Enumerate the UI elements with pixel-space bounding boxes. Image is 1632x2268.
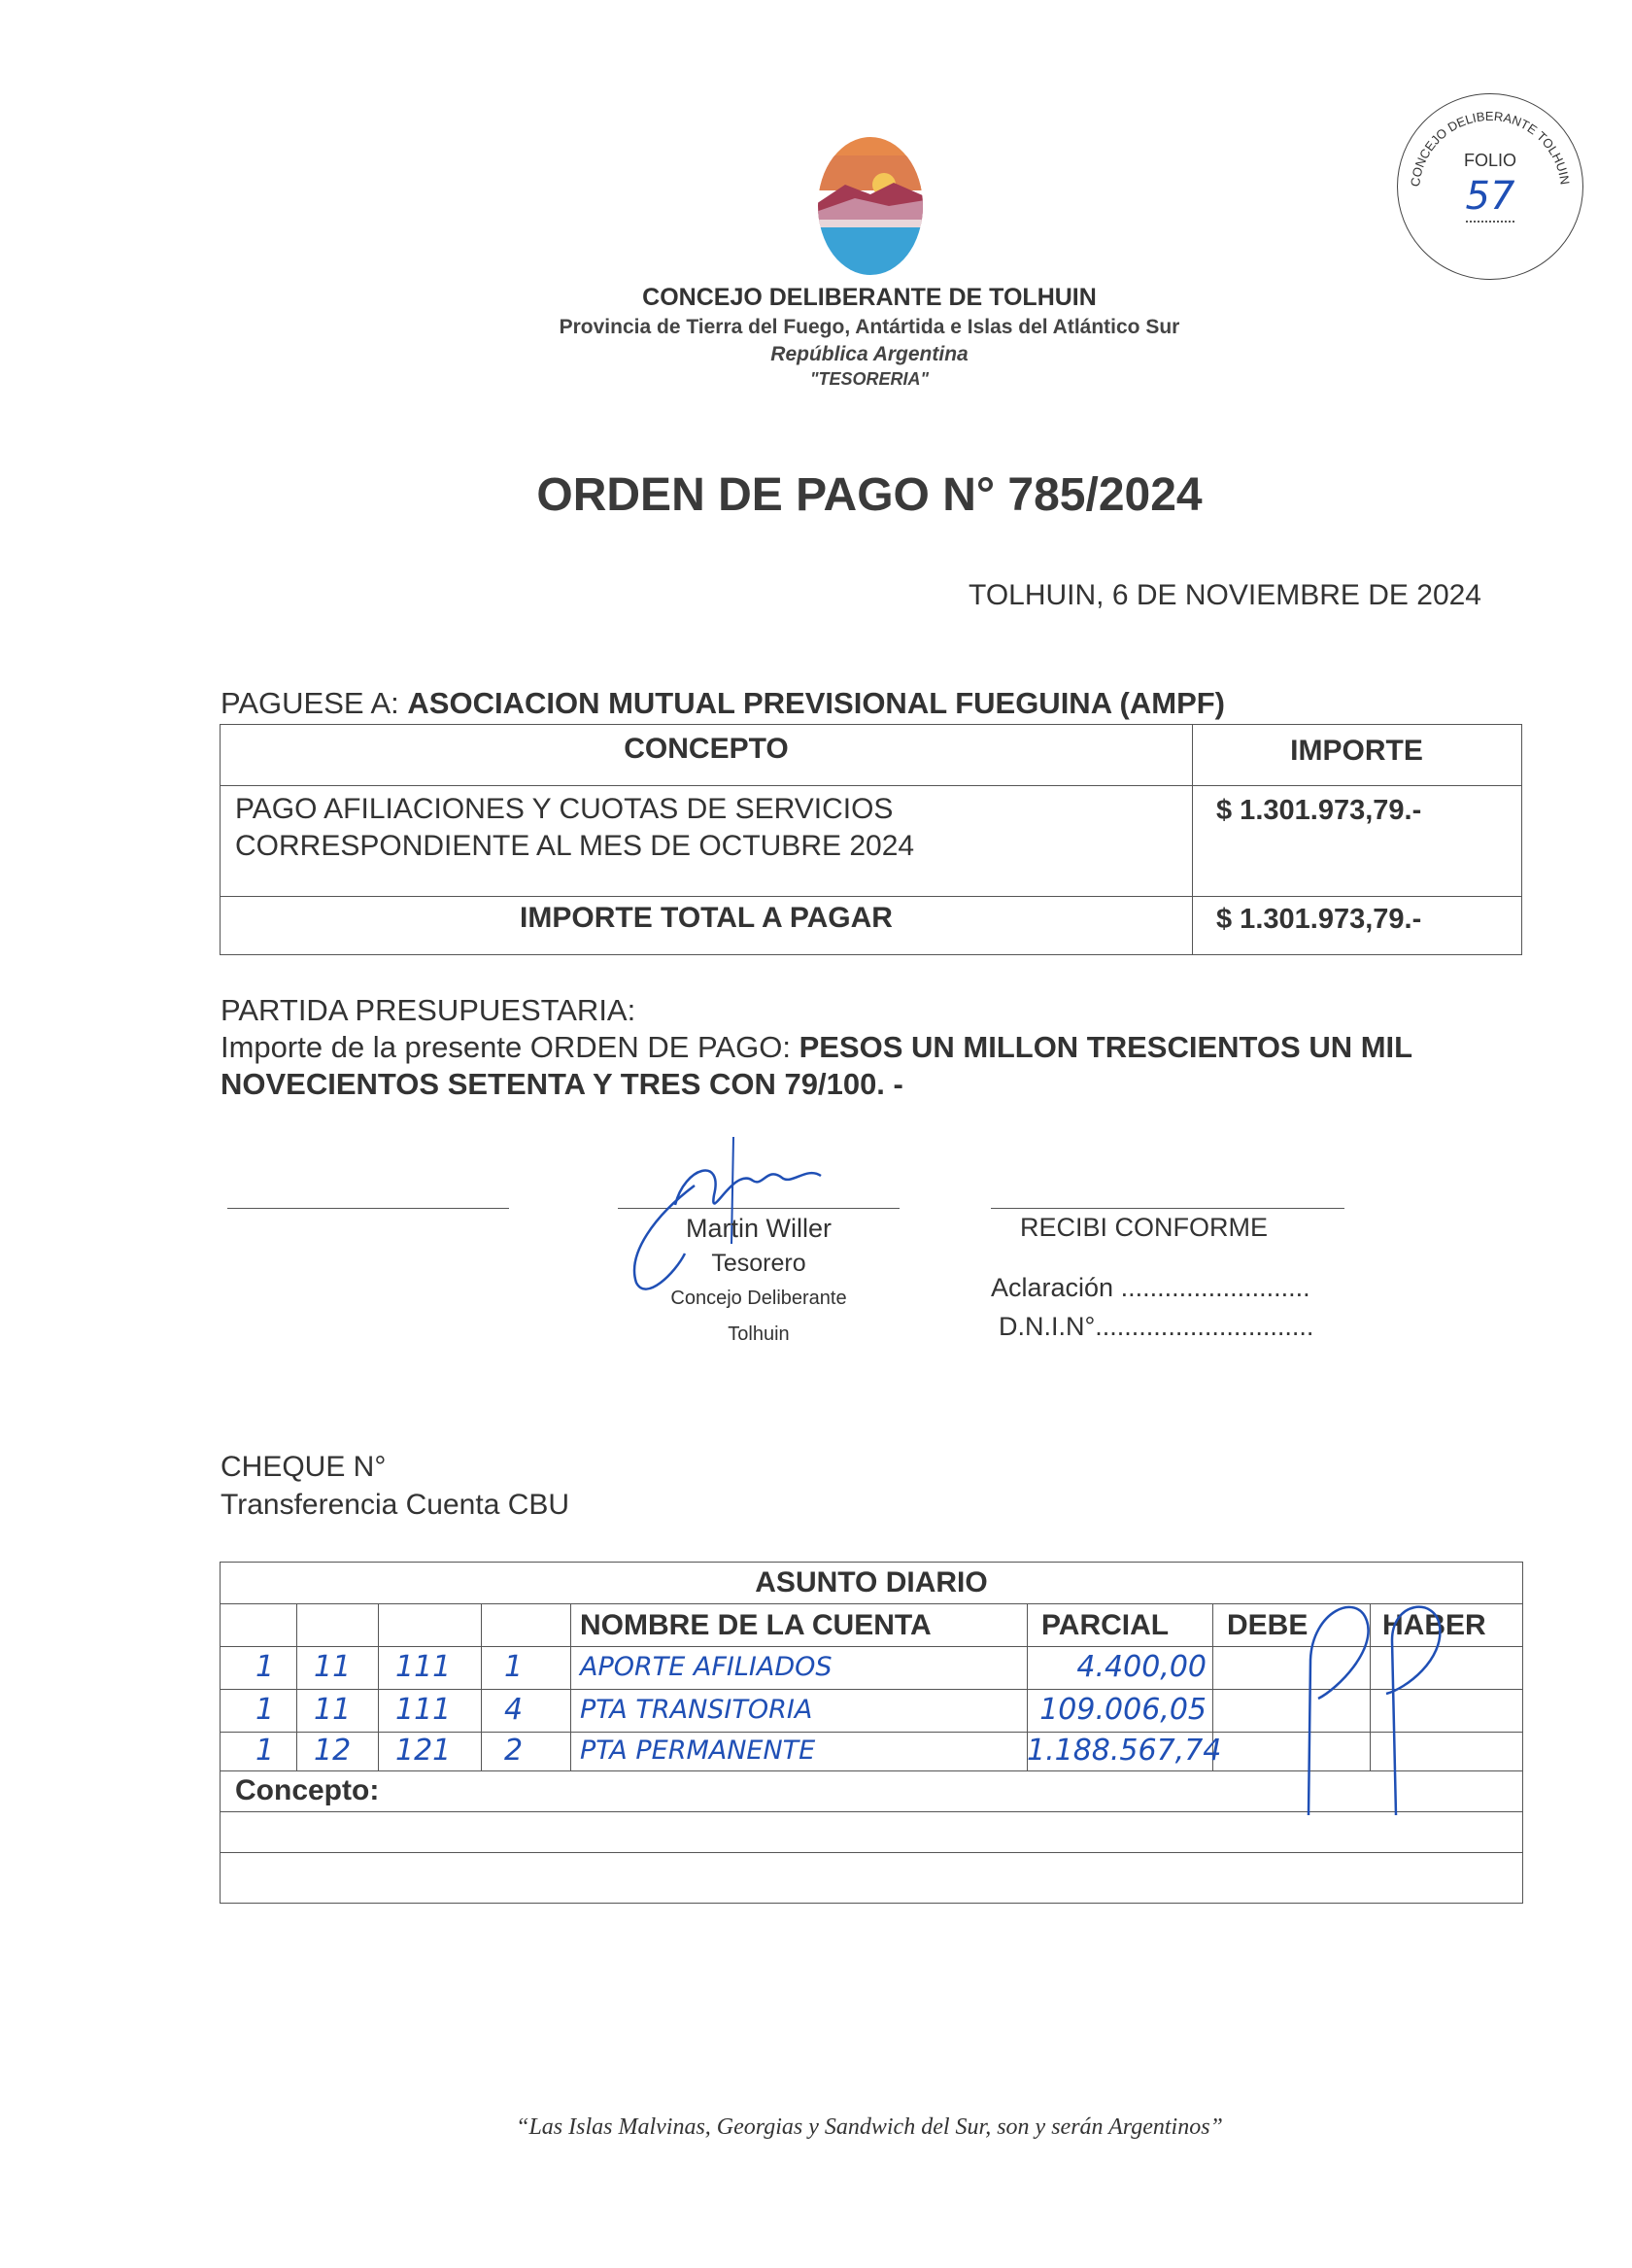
diario-col-nombre: NOMBRE DE LA CUENTA [580, 1609, 932, 1641]
importe-in-words [221, 1029, 1522, 1103]
diario-row-2-c2: 11 [314, 1693, 352, 1727]
signer-org: Concejo Deliberante [670, 1288, 847, 1309]
diario-row-3-c1: 1 [255, 1734, 275, 1768]
importe-prefix: Importe de la presente ORDEN DE PAGO: [221, 1030, 791, 1064]
diario-row-2-cuenta: PTA TRANSITORIA [580, 1695, 813, 1725]
institution-country: República Argentina [770, 343, 969, 365]
signer-name: Martin Willer [685, 1214, 832, 1243]
diario-row-1-cuenta: APORTE AFILIADOS [580, 1652, 833, 1682]
diario-col-line [296, 1603, 297, 1770]
diario-row-3-cuenta: PTA PERMANENTE [580, 1735, 816, 1766]
diario-row-2-c3: 111 [395, 1693, 452, 1727]
institution-department: "TESORERIA" [809, 369, 930, 389]
header-concepto: CONCEPTO [624, 733, 789, 765]
total-amount: $ 1.301.973,79.- [1216, 904, 1422, 935]
document-title: ORDEN DE PAGO N° 785/2024 [536, 469, 1203, 521]
partida-label: PARTIDA PRESUPUESTARIA: [221, 993, 636, 1027]
diario-table [220, 1562, 1523, 1904]
transfer-label: Transferencia Cuenta CBU [221, 1489, 570, 1521]
diario-row-2-c4: 4 [504, 1693, 524, 1727]
cheque-label: CHEQUE N° [221, 1451, 387, 1483]
diario-row-1-c4: 1 [504, 1650, 524, 1684]
concept-line-2: CORRESPONDIENTE AL MES DE OCTUBRE 2024 [235, 830, 915, 862]
diario-row-3-c2: 12 [314, 1734, 352, 1768]
dni-line: D.N.I.N°.............................. [999, 1312, 1314, 1341]
diario-row-3-parcial: 1.188.567,74 [1027, 1734, 1222, 1768]
payee-label: PAGUESE A: [221, 686, 399, 720]
diario-title: ASUNTO DIARIO [755, 1566, 988, 1598]
institution-header [0, 284, 1632, 390]
receiver-signature-line [991, 1208, 1344, 1209]
diario-col-debe: DEBE [1227, 1609, 1309, 1641]
diario-col-line [570, 1603, 571, 1770]
debe-haber-scribble [1299, 1582, 1454, 1825]
diario-col-line [378, 1603, 379, 1770]
footer-motto: “Las Islas Malvinas, Georgias y Sandwich del Sur, son y serán Argentinos” [516, 2114, 1223, 2140]
stamp-ring-text: CONCEJO DELIBERANTE TOLHUIN [1408, 108, 1573, 188]
institution-province: Provincia de Tierra del Fuego, Antártida e Islas del Atlántico Sur [559, 316, 1180, 338]
payee-name: ASOCIACION MUTUAL PREVISIONAL FUEGUINA (AMPF) [407, 686, 1226, 720]
signer-role: Tesorero [711, 1250, 806, 1277]
diario-row-1-parcial: 4.400,00 [1076, 1650, 1207, 1684]
institution-logo [816, 136, 925, 276]
stamp-number-line [1466, 221, 1514, 223]
document-date: TOLHUIN, 6 DE NOVIEMBRE DE 2024 [969, 579, 1481, 611]
total-label: IMPORTE TOTAL A PAGAR [520, 902, 893, 934]
concept-table-total-line [221, 896, 1521, 897]
diario-row-1-c1: 1 [255, 1650, 275, 1684]
diario-col-haber: HABER [1382, 1609, 1486, 1641]
payee-line [221, 686, 1225, 721]
concept-amount: $ 1.301.973,79.- [1216, 795, 1422, 826]
diario-row-2-c1: 1 [255, 1693, 275, 1727]
importe-words: PESOS UN MILLON TRESCIENTOS UN MIL NOVECIENTOS SETENTA Y TRES CON 79/100. - [221, 1030, 1412, 1101]
stamp-folio-label: FOLIO [1463, 151, 1516, 170]
blank-signature-line [227, 1208, 509, 1209]
concept-table-header-line [221, 785, 1521, 786]
diario-row-3-c3: 121 [395, 1734, 452, 1768]
diario-concepto-line-2 [221, 1852, 1522, 1853]
institution-name: CONCEJO DELIBERANTE DE TOLHUIN [642, 284, 1097, 311]
aclaracion-line: Aclaración .......................... [991, 1273, 1310, 1302]
diario-row-1-c3: 111 [395, 1650, 452, 1684]
header-importe: IMPORTE [1290, 735, 1423, 767]
signer-city: Tolhuin [728, 1323, 790, 1345]
concept-description [235, 791, 914, 865]
stamp-folio-number: 57 [1465, 174, 1515, 219]
diario-concepto-label: Concepto: [235, 1774, 380, 1806]
diario-col-parcial: PARCIAL [1041, 1609, 1170, 1641]
diario-row-1-c2: 11 [314, 1650, 352, 1684]
concept-table [220, 724, 1522, 955]
received-label: RECIBI CONFORME [1020, 1213, 1269, 1242]
diario-col-line [481, 1603, 482, 1770]
folio-stamp [1397, 93, 1583, 280]
diario-row-2-parcial: 109.006,05 [1039, 1693, 1207, 1727]
concept-line-1: PAGO AFILIACIONES Y CUOTAS DE SERVICIOS [235, 793, 894, 825]
diario-row-3-c4: 2 [504, 1734, 524, 1768]
